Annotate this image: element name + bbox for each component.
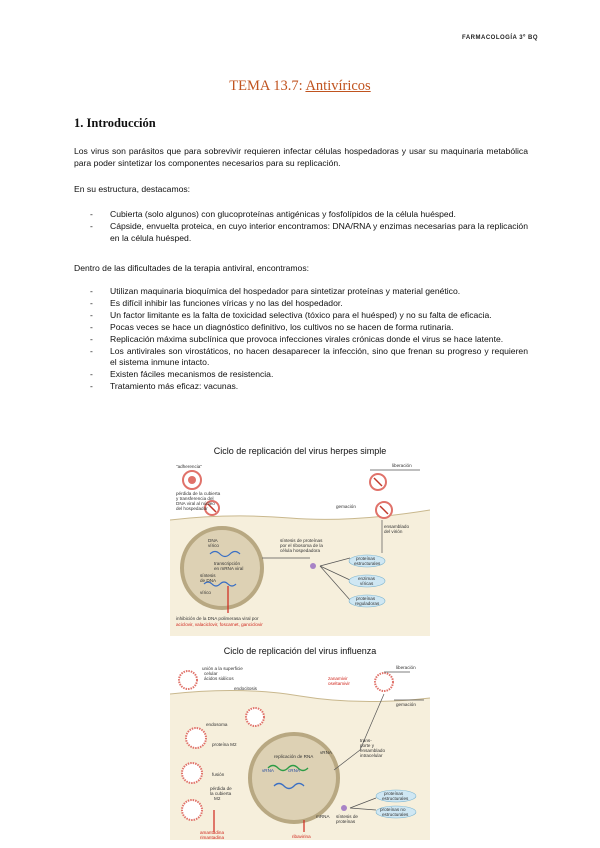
- label-dna-synthesis-2: de DNA: [200, 578, 217, 583]
- label-structural-proteins-2: estructurales: [382, 796, 409, 801]
- endosome-icon: [182, 763, 202, 783]
- label-assembly-1: ensamblado: [384, 524, 410, 529]
- label-herpes-drugs: aciclovir, valaciclovir, foscarnet, ganciclovir: [176, 622, 263, 627]
- virion-icon: [370, 474, 386, 490]
- label-fusion: fusión: [212, 772, 225, 777]
- label-amantadine: amantadina: [200, 830, 225, 835]
- virion-icon: [246, 708, 264, 726]
- figure-title-herpes: Ciclo de replicación del virus herpes simple: [213, 446, 387, 456]
- section-heading-introduction: 1. Introducción: [74, 116, 156, 130]
- document-title: [0, 78, 600, 95]
- label-crna: cRNA: [288, 768, 300, 773]
- label-rna-replication: replicación de RNA: [274, 754, 314, 759]
- structure-list: [90, 209, 528, 245]
- endosome-icon: [182, 800, 202, 820]
- label-uncoat-3: M2: [214, 796, 221, 801]
- virion-icon: [375, 673, 393, 691]
- label-nonstructural-proteins-1: proteínas no: [380, 807, 406, 812]
- label-rimantadine: rimantadina: [200, 835, 225, 840]
- label-inhibition: inhibición de la DNA polimerasa viral por: [176, 616, 259, 621]
- list-item: - Es difícil inhibir las funciones víricas y no las del hospedador.: [90, 298, 528, 310]
- label-uncoat-4: del hospedador: [176, 506, 208, 511]
- label-transport-2: porte y: [360, 743, 375, 748]
- label-uncoat-1: pérdida de la cubierta: [176, 491, 221, 496]
- label-viral-enzymes-1: enzimas: [358, 576, 376, 581]
- virion-icon: [183, 471, 201, 489]
- ribosome-icon: [341, 805, 347, 811]
- label-transport-1: trans-: [360, 738, 372, 743]
- label-endocytosis: endocitosis: [234, 686, 257, 691]
- course-header: FARMACOLOGÍA 3º BQ: [462, 35, 538, 41]
- label-mrna: mRNA: [316, 814, 330, 819]
- list-item: - Replicación máxima subclínica que provoca infecciones virales crónicas donde el virus se hace latente.: [90, 334, 528, 346]
- label-protein-synthesis-1: síntesis de proteínas: [280, 538, 323, 543]
- endosome-icon: [186, 728, 206, 748]
- label-release: liberación: [392, 463, 412, 468]
- virion-icon: [376, 502, 392, 518]
- label-release: liberación: [396, 665, 416, 670]
- label-transcription-1: transcripción: [214, 561, 241, 566]
- label-endosome: endosoma: [206, 722, 228, 727]
- label-structural-proteins-2: estructurales: [354, 561, 381, 566]
- label-uncoat-3: DNA viral al núcleo: [176, 501, 215, 506]
- label-ribavirin: ribavirina: [292, 834, 311, 839]
- label-transcription-2: en mRNA viral: [214, 566, 244, 571]
- label-adherence: "adherencia": [176, 464, 202, 469]
- label-structural-proteins-1: proteínas: [356, 556, 376, 561]
- label-budding: gemación: [336, 504, 356, 509]
- label-protein-synthesis-2: por el ribosoma de la: [280, 543, 323, 548]
- label-transport-4: intracelular: [360, 753, 383, 758]
- label-nonstructural-proteins-2: estructurales: [382, 812, 409, 817]
- virion-icon: [179, 671, 197, 689]
- list-item: - Utilizan maquinaria bioquímica del hospedador para sintetizar proteínas y material genético.: [90, 286, 528, 298]
- label-dna-1: DNA: [208, 538, 218, 543]
- label-protein-synthesis-2: proteínas: [336, 819, 356, 824]
- title-prefix: TEMA 13.7:: [229, 78, 303, 94]
- label-regulatory-proteins-2: reguladoras: [355, 601, 380, 606]
- label-vrna-1: vRNA: [262, 768, 274, 773]
- list-item: - Tratamiento más eficaz: vacunas.: [90, 381, 528, 393]
- label-viral-enzymes-2: víricas: [360, 581, 374, 586]
- list-item: - Cubierta (solo algunos) con glucoproteínas antigénicas y fosfolípidos de la célula huésped.: [90, 209, 528, 221]
- label-assembly-2: del virión: [384, 529, 403, 534]
- label-dna-2: vírico: [208, 543, 219, 548]
- label-protein-synthesis-1: síntesis de: [336, 814, 358, 819]
- herpes-replication-diagram: [170, 458, 430, 636]
- label-uncoat-2: y transferencia del: [176, 496, 214, 501]
- label-protein-synthesis-3: célula hospedadora: [280, 548, 321, 553]
- label-dna-synthesis-3: vírico: [200, 590, 211, 595]
- influenza-replication-diagram: [170, 660, 430, 840]
- label-regulatory-proteins-1: proteínas: [356, 596, 376, 601]
- label-binding-1: unión a la superficie: [202, 666, 243, 671]
- label-uncoat-2: la cubierta: [210, 791, 232, 796]
- ribosome-icon: [310, 563, 316, 569]
- intro-paragraph-1: Los virus son parásitos que para sobrevivir requieren infectar células hospedadoras y usar su maquinaria metabólica para poder sintetizar los componentes necesarios para su replicación.: [74, 146, 528, 169]
- label-m2-protein: proteína M2: [212, 742, 237, 747]
- host-nucleus: [250, 734, 338, 822]
- list-item: - Cápside, envuelta proteica, en cuyo interior encontramos: DNA/RNA y enzimas necesarias para la replicación en la célula huésped.: [90, 221, 528, 245]
- title-topic: Antivíricos: [305, 78, 371, 94]
- intro-paragraph-2: En su estructura, destacamos:: [74, 184, 191, 194]
- label-structural-proteins-1: proteínas: [384, 791, 404, 796]
- intro-paragraph-3: Dentro de las dificultades de la terapia antiviral, encontramos:: [74, 263, 310, 273]
- label-oseltamivir: oseltamivir: [328, 681, 350, 686]
- label-budding: gemación: [396, 702, 416, 707]
- label-uncoat-1: pérdida de: [210, 786, 232, 791]
- figure-title-influenza: Ciclo de replicación del virus influenza: [223, 646, 377, 656]
- label-binding-3: ácidos siálicos: [204, 676, 234, 681]
- label-transport-3: ensamblado: [360, 748, 386, 753]
- list-item: - Existen fáciles mecanismos de resistencia.: [90, 369, 528, 381]
- list-item: - Un factor limitante es la falta de toxicidad selectiva (tóxico para el huésped) y no su falta de eficacia.: [90, 310, 528, 322]
- label-zanamivir: zanamivir: [328, 676, 348, 681]
- label-binding-2: celular: [204, 671, 218, 676]
- difficulties-list: [90, 286, 528, 393]
- label-dna-synthesis-1: síntesis: [200, 573, 216, 578]
- list-item: - Los antivirales son virostáticos, no hacen desaparecer la infección, sino que frenan su progreso y requieren el sistema inmune intacto.: [90, 346, 528, 370]
- list-item: - Pocas veces se hace un diagnóstico definitivo, los cultivos no se hacen de forma rutinaria.: [90, 322, 528, 334]
- label-vrna-2: vRNA: [320, 750, 332, 755]
